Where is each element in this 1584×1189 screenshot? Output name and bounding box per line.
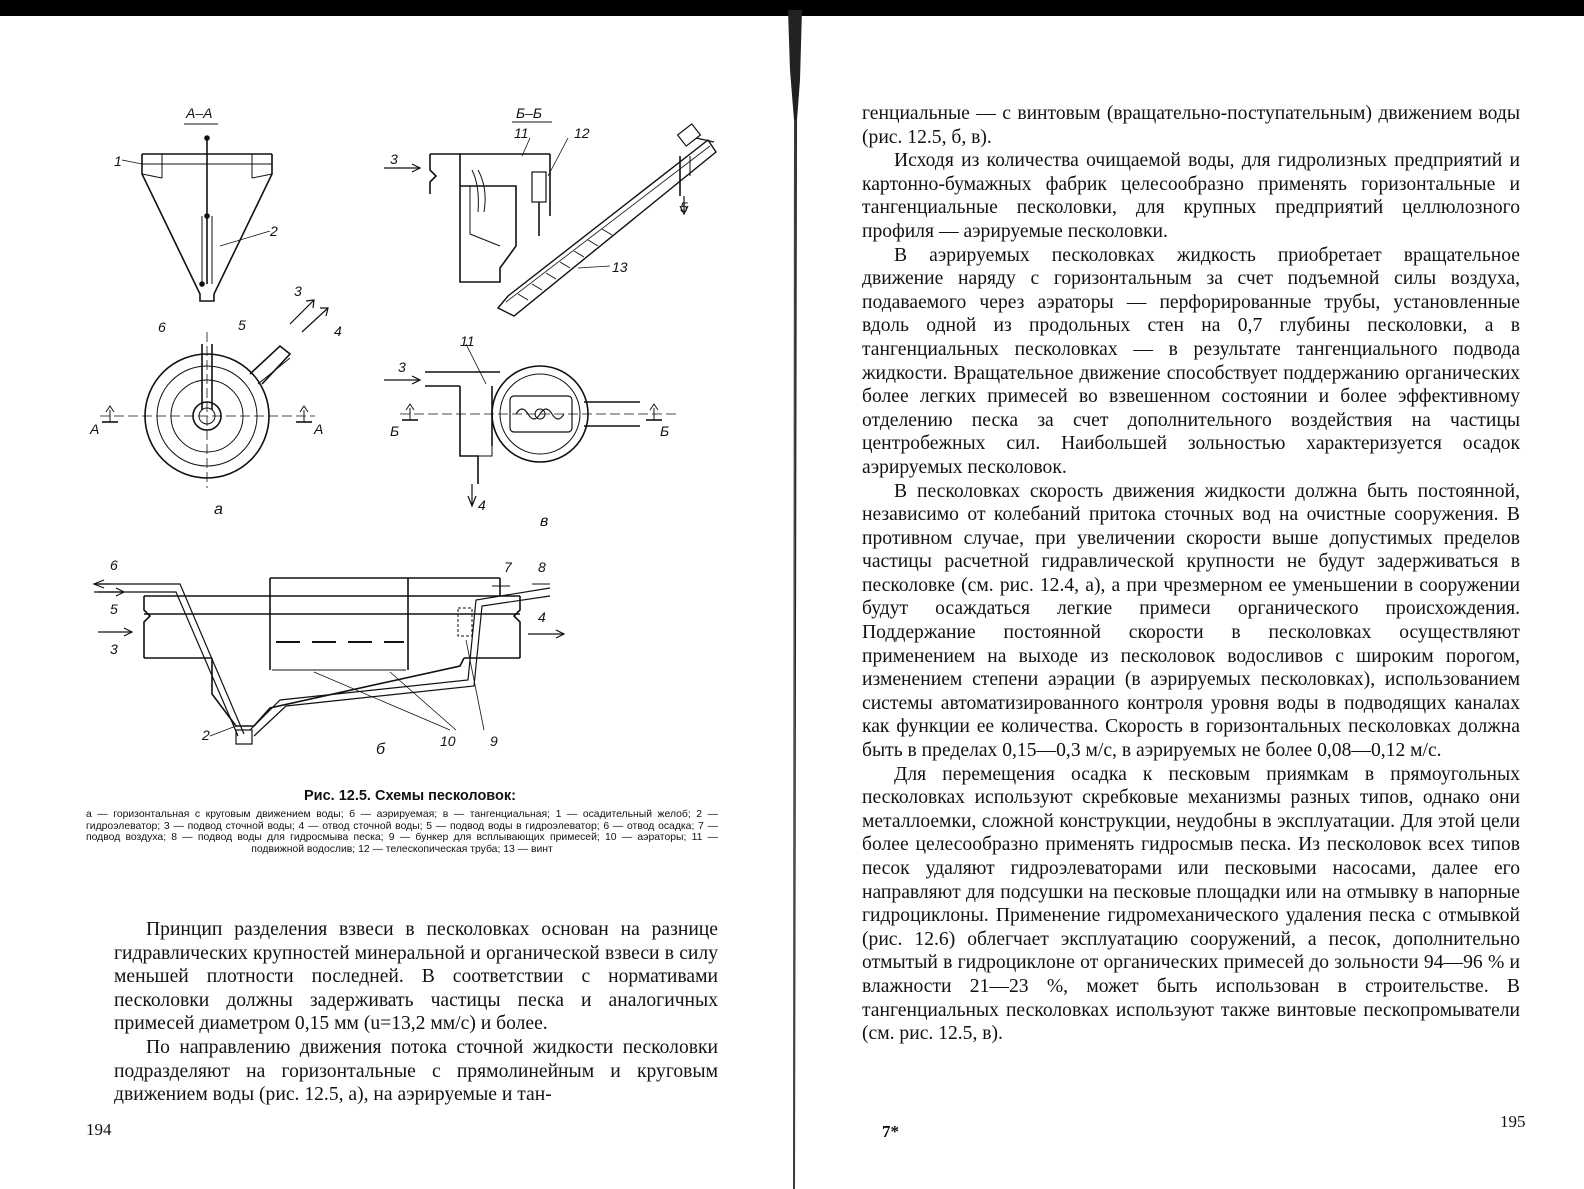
label-5b-long: 5 (110, 601, 118, 617)
label-sub-v: в (540, 513, 549, 530)
label-3a: 3 (294, 283, 302, 299)
label-2b: 2 (202, 727, 210, 743)
paragraph: В песколовках скорость движения жидкости должна быть постоянной, независимо от колебаний притока сточных вод на очистные сооружения. В противном случае, при увеличении скорости выше допустимых пределов частицы расчетной гидравлической крупности не будут задерживаться в песколовке (см. рис. 12.4, а), а при чрезмерном ее уменьшении в сооружении будут осаждаться легкие примеси органического происхождения. Поддержание постоянной скорости в песколовках осуществляют применением на выходе из песколовок водосливов с широким порогом, изменением степени аэрации (в аэрируемых песколовках), использованием системы автоматизированного контроля уровня воды в подводящих каналах как функции ее количества. Скорость в горизонтальных песколовках должна быть в пределах 0,15—0,3 м/с, в аэрируемых не более 0,08—0,12 м/с. (862, 480, 1520, 762)
paragraph: Принцип разделения взвеси в песколовках основан на разнице гидравлических крупностей минеральной и органической взвеси в силу меньшей плотности последней. В соответствии с нормативами песколовки должны задерживать частицы песка и аналогичных примесей диаметром 0,15 мм (u=13,2 мм/с) и более. (114, 919, 718, 1035)
label-11v: 11 (460, 333, 475, 349)
diagram-b-longitudinal (94, 578, 564, 744)
label-3b: 3 (390, 151, 398, 167)
figure-caption-title: Рис. 12.5. Схемы песколовок: (304, 788, 516, 804)
label-4v: 4 (478, 497, 486, 513)
label-10: 10 (440, 733, 456, 749)
right-page (800, 0, 1584, 1189)
label-mark-a-right: А (314, 421, 324, 437)
diagram-b-section (384, 122, 716, 316)
diagram-a-section (122, 124, 272, 301)
label-3v: 3 (398, 359, 406, 375)
label-11b: 11 (514, 125, 529, 141)
label-3b-long: 3 (110, 641, 118, 657)
label-13: 13 (612, 259, 628, 275)
label-sub-a: а (214, 501, 223, 518)
left-page-body (114, 918, 718, 1107)
label-section-aa: А–А (186, 105, 213, 121)
paragraph: В аэрируемых песколовках жидкость приобретает вращательное движение наряду с горизонтальным за счет подъемной силы воздуха, подаваемого через аэраторы — перфорированные трубы, установленные вдоль одной из продольных стен на 0,7 глубины песколовки, а в тангенциальных песколовках — в результате тангенциального подвода жидкости. Вращательное движение способствует поддержанию органических более легких примесей во взвешенном состоянии и более эффективному отделению песка за счет дополнительного воздействия на частицы центробежных сил. Наибольшей зольностью характеризуется осадок аэрируемых песколовок. (862, 244, 1520, 478)
label-5b: 5 (680, 199, 688, 215)
label-sub-b: б (376, 741, 385, 758)
label-mark-b-left: Б (390, 423, 400, 439)
label-8: 8 (538, 559, 546, 575)
label-9: 9 (490, 733, 498, 749)
right-page-body (862, 102, 1520, 1046)
label-mark-b-right: Б (660, 423, 670, 439)
left-page (0, 0, 790, 1189)
label-5a: 5 (238, 317, 246, 333)
signature-mark: 7* (882, 1122, 899, 1141)
diagram-v-plan (384, 344, 680, 506)
label-mark-a-left: А (90, 421, 100, 437)
label-12: 12 (574, 125, 590, 141)
label-6b: 6 (110, 557, 118, 573)
paragraph: Для перемещения осадка к песковым приямкам в прямоугольных песколовках используют скребковые механизмы разных типов, однако они металлоемки, сложной конструкции, неудобны в эксплуатации. Для этой цели более целесообразно применять гидросмыв песка. Из песколовок всех типов песок удаляют гидроэлеваторами или песковыми насосами, далее его направляют для подсушки на песковые площадки или на отмывку в напорные гидроциклоны. Применение гидромеханического удаления песка с отмывкой (рис. 12.6) облегчает эксплуатацию сооружений, а песок, дополнительно отмытый в гидроциклоне от органических примесей до зольности 94—96 % и влажности 21—23 %, может быть использован в строительстве. В тангенциальных песколовках используют также винтовые пескопромыватели (см. рис. 12.5, в). (862, 763, 1520, 1045)
label-7: 7 (504, 559, 512, 575)
label-4b-long: 4 (538, 609, 546, 625)
paragraph-continuation: генциальные — с винтовым (вращательно-поступательным) движением воды (рис. 12.5, б, в). (862, 103, 1520, 148)
label-section-bb: Б–Б (516, 105, 543, 121)
paragraph: По направлению движения потока сточной жидкости песколовки подразделяют на горизонтальные с прямолинейным и круговым движением воды (рис. 12.5, а), на аэрируемые и тан- (114, 1036, 718, 1106)
figure-12-5 (80, 96, 740, 786)
label-2a: 2 (270, 223, 278, 239)
diagram-a-plan (100, 300, 328, 488)
label-1: 1 (114, 153, 122, 169)
label-4a: 4 (334, 323, 342, 339)
page-number-right: 195 (1500, 1112, 1526, 1131)
figure-caption-legend: а — горизонтальная с круговым движением воды; б — аэрируемая; в — тангенциальная; 1 — осадительный желоб; 2 — гидроэлеватор; 3 — подвод сточной воды; 4 — отвод сточной воды; 5 — подвод воды в гидроэлеватор; 6 — отвод осадка; 7 — подвод воздуха; 8 — подвод воды для гидросмыва песка; 9 — бункер для всплывающих примесей; 10 — аэраторы; 11 — подвижной водослив; 12 — телескопическая труба; 13 — винт (86, 809, 718, 855)
page-number-left: 194 (86, 1120, 112, 1139)
label-6a: 6 (158, 319, 166, 335)
paragraph: Исходя из количества очищаемой воды, для гидролизных предприятий и картонно-бумажных фабрик целесообразно применять горизонтальные и тангенциальные песколовки, для крупных предприятий целлюлозного профиля — аэрируемые песколовки. (862, 150, 1520, 242)
